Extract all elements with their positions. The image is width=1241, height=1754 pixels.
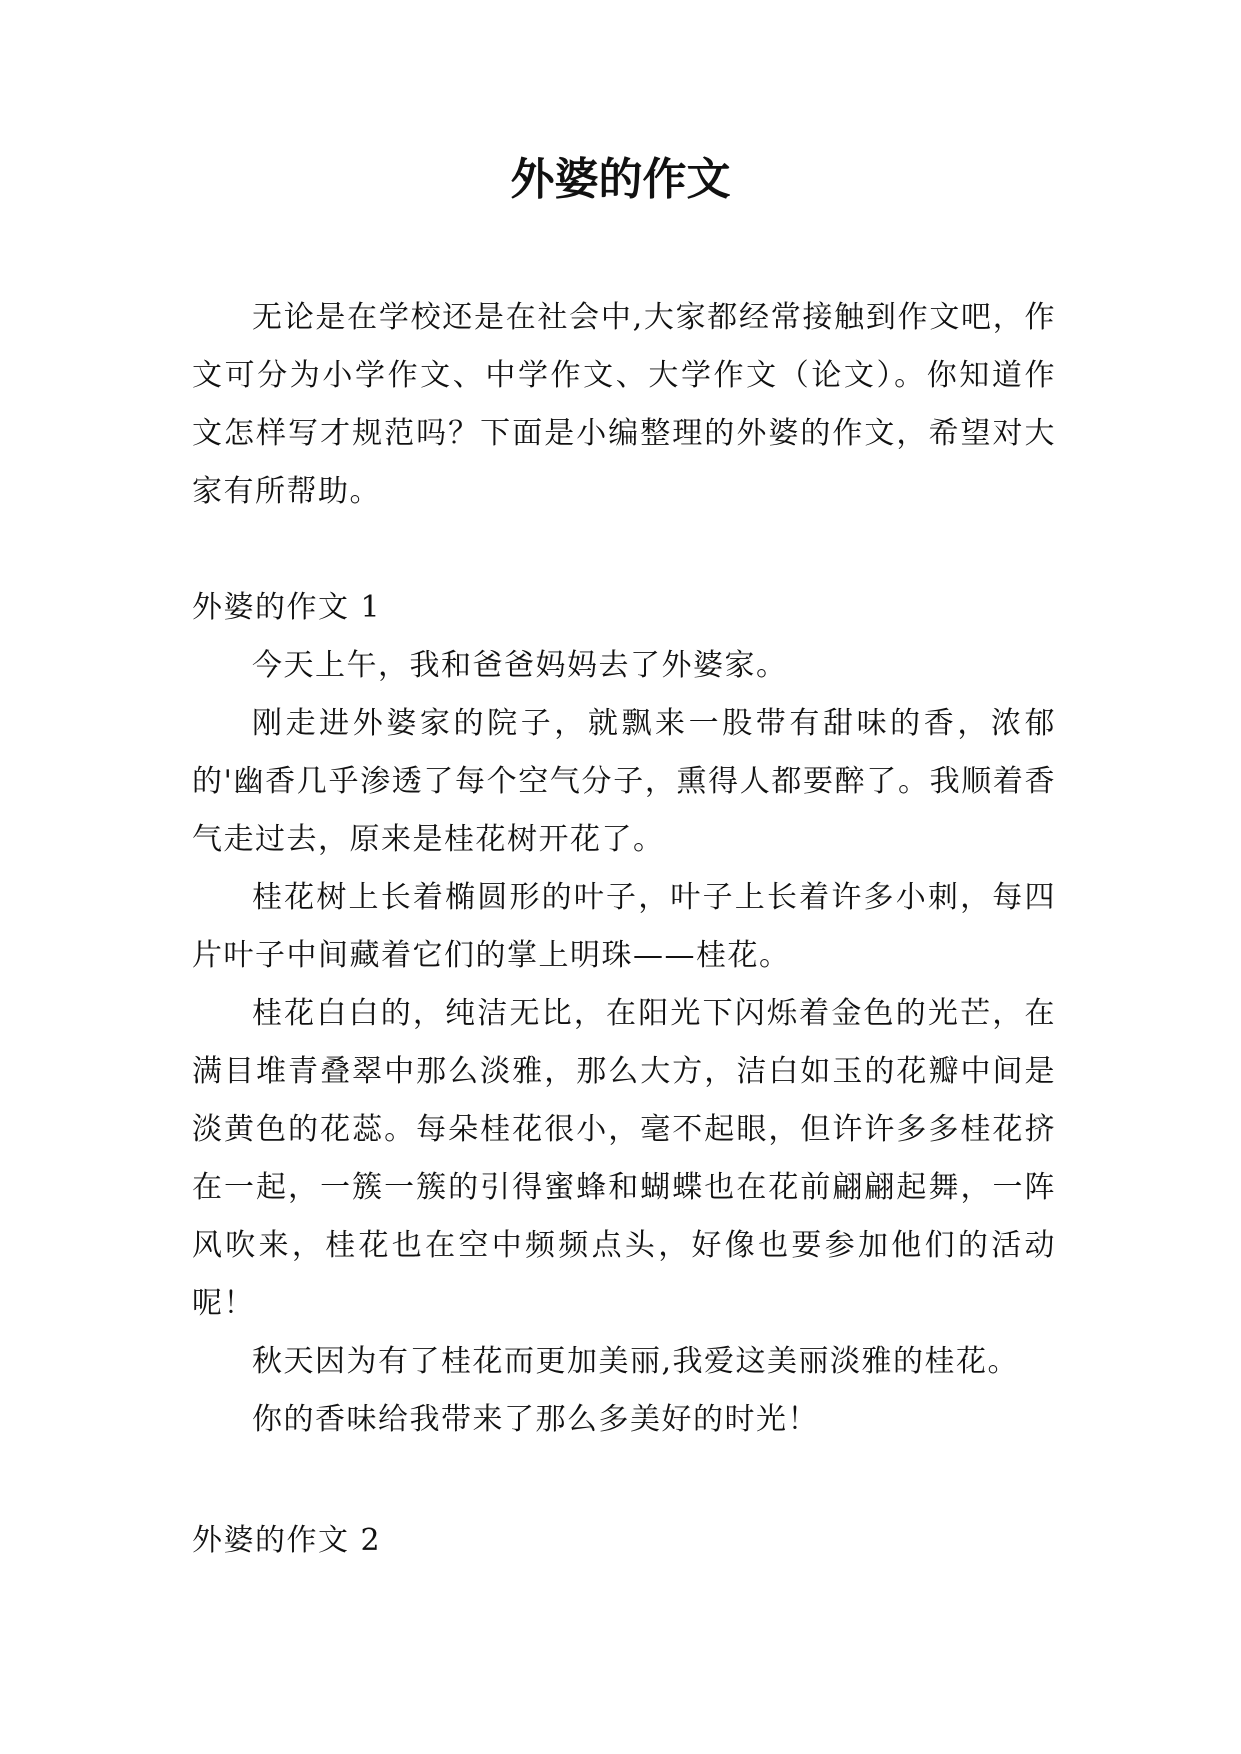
intro-section — [192, 289, 1056, 521]
intro-paragraph: 无论是在学校还是在社会中,大家都经常接触到作文吧，作文可分为小学作文、中学作文、大学作文（论文）。你知道作文怎样写才规范吗？下面是小编整理的外婆的作文，希望对大家有所帮助。 — [192, 300, 1056, 509]
essay-1-paragraph: 桂花树上长着椭圆形的叶子，叶子上长着许多小刺，每四片叶子中间藏着它们的掌上明珠——桂花。 — [192, 880, 1056, 973]
essay-1-paragraph: 刚走进外婆家的院子，就飘来一股带有甜味的香，浓郁的'幽香几乎渗透了每个空气分子，熏得人都要醉了。我顺着香气走过去，原来是桂花树开花了。 — [192, 706, 1056, 857]
essay-1-paragraph: 今天上午，我和爸爸妈妈去了外婆家。 — [252, 648, 788, 683]
essay-1-heading: 外婆的作文 1 — [192, 590, 382, 625]
essay-1-section — [192, 579, 1056, 1449]
essay-1-paragraph: 桂花白白的，纯洁无比，在阳光下闪烁着金色的光芒，在满目堆青叠翠中那么淡雅，那么大方，洁白如玉的花瓣中间是淡黄色的花蕊。每朵桂花很小，毫不起眼，但许许多多桂花挤在一起，一簇一簇的引得蜜蜂和蝴蝶也在花前翩翩起舞，一阵风吹来，桂花也在空中频频点头，好像也要参加他们的活动呢！ — [192, 996, 1056, 1321]
essay-1-paragraph: 你的香味给我带来了那么多美好的时光！ — [252, 1402, 819, 1437]
document-title: 外婆的作文 — [510, 154, 731, 205]
essay-1-paragraph: 秋天因为有了桂花而更加美丽,我爱这美丽淡雅的桂花。 — [252, 1344, 1020, 1379]
essay-2-heading: 外婆的作文 2 — [192, 1523, 382, 1558]
